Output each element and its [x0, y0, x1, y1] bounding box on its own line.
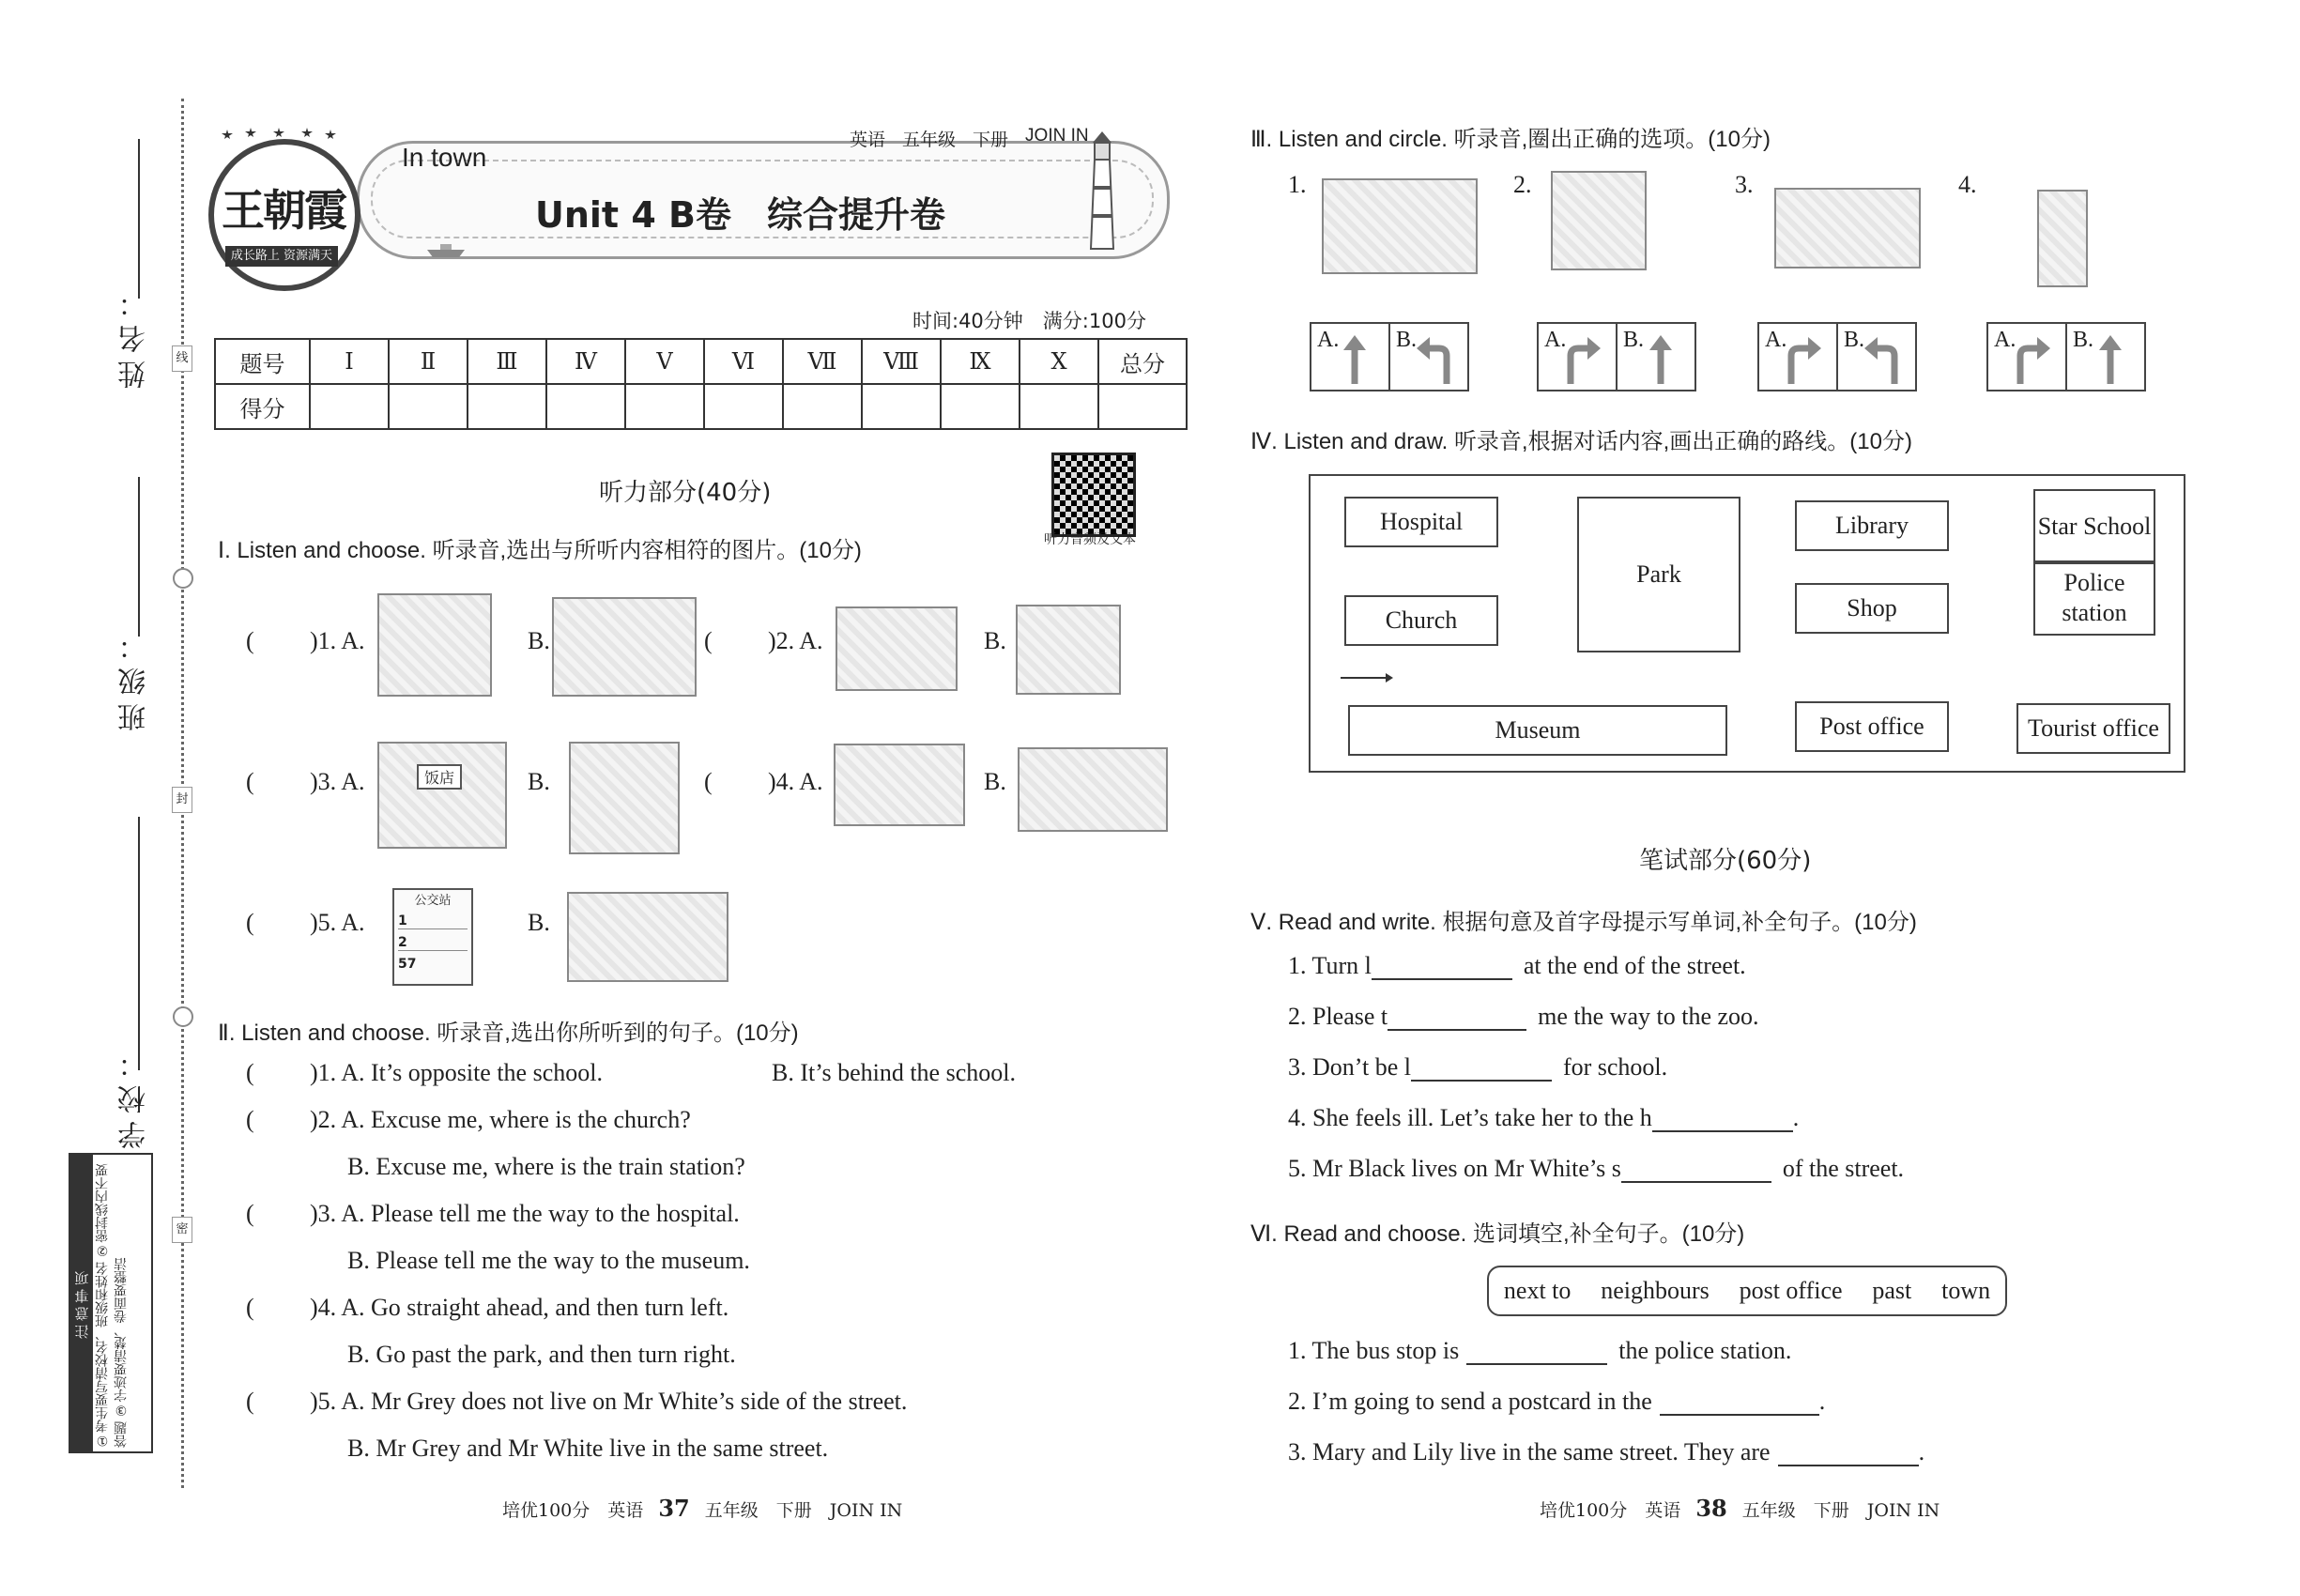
q6-item2-after: . [1818, 1388, 1826, 1415]
meta-series: JOIN IN [1025, 126, 1089, 146]
score-header-cell: Ⅹ [1020, 339, 1098, 384]
school-field[interactable] [138, 817, 140, 1070]
exam-notes [69, 1153, 153, 1453]
score-header-cell: Ⅰ [310, 339, 389, 384]
q3-option-4a[interactable] [1988, 324, 2067, 390]
q6-item3-before: 3. Mary and Lily live in the same street. They are [1288, 1438, 1771, 1466]
bus-stop-row: 57 [398, 957, 417, 972]
class-label: 班级： [118, 624, 151, 731]
footer-right [1540, 1495, 1940, 1522]
q5-item-5 [1288, 1155, 1904, 1183]
option-label-b: B. [1844, 328, 1865, 352]
q6-item3-blank[interactable] [1778, 1440, 1919, 1466]
q5-item4-before: 4. She feels ill. Let’s take her to the h [1288, 1104, 1652, 1131]
map-church[interactable]: Church [1344, 595, 1498, 646]
q2-item5-paren[interactable]: ( [246, 1388, 254, 1415]
q6-item-1 [1288, 1337, 1791, 1365]
name-label: 姓名： [118, 282, 151, 389]
q2-item5-a: )5. A. Mr Grey does not live on Mr White’s side of the street. [310, 1388, 908, 1415]
class-field[interactable] [138, 477, 140, 637]
q3-option-2b[interactable] [1618, 324, 1694, 390]
unit-theme: In town [402, 143, 487, 172]
word-option[interactable]: past [1872, 1277, 1912, 1304]
score-cell[interactable] [862, 384, 941, 429]
score-cell[interactable] [468, 384, 546, 429]
q1-item4-paren[interactable]: ( [704, 768, 713, 795]
q3-option-3a[interactable] [1759, 324, 1838, 390]
footer-left [502, 1495, 902, 1522]
bus-stop-row: 1 [398, 913, 468, 929]
score-header-cell: Ⅳ [546, 339, 625, 384]
logo-text: 王朝霞 [222, 185, 345, 236]
bus-stop-picture[interactable] [392, 888, 473, 986]
q2-item1-b: B. It’s behind the school. [772, 1059, 1016, 1086]
page-number-left: 37 [658, 1495, 690, 1522]
word-option[interactable]: post office [1739, 1277, 1843, 1304]
q5-item2-after: me the way to the zoo. [1538, 1003, 1759, 1030]
q2-item3-paren[interactable]: ( [246, 1200, 254, 1227]
restaurant-picture[interactable] [377, 742, 507, 849]
police-station-picture[interactable] [1018, 747, 1168, 832]
listening-section-title: 听力部分(40分) [599, 479, 772, 507]
arrow-turn-right-icon [2013, 333, 2060, 386]
arrow-turn-right-icon [1784, 333, 1831, 386]
binding-hole-icon [173, 1006, 193, 1027]
arrow-turn-left-icon [1415, 333, 1462, 386]
q2-item1-paren[interactable]: ( [246, 1059, 254, 1086]
lighthouse-icon [1085, 131, 1119, 253]
museum-picture[interactable] [1774, 188, 1921, 269]
post-office-picture[interactable] [569, 742, 680, 854]
q6-item3-after: . [1918, 1438, 1925, 1466]
score-header-cell: 题号 [215, 339, 310, 384]
score-cell[interactable] [941, 384, 1020, 429]
score-header-cell: 总分 [1098, 339, 1187, 384]
q5-item1-after: at the end of the street. [1523, 952, 1746, 979]
q1-item1-paren[interactable]: ( [246, 627, 254, 654]
meta-volume: 下册 [973, 130, 1009, 150]
map-library[interactable]: Library [1795, 500, 1949, 551]
option-label-b: B. [2073, 328, 2094, 352]
q4-title: Ⅳ. Listen and draw. 听录音,根据对话内容,画出正确的路线。(10分) [1250, 429, 1912, 454]
option-label-a: A. [1317, 328, 1340, 352]
q5-item1-before: 1. Turn l [1288, 952, 1372, 979]
q3-num-4: 4. [1958, 171, 1977, 198]
q3-num-1: 1. [1288, 171, 1307, 198]
q1-item2-b: B. [984, 627, 1006, 654]
q2-item4-paren[interactable]: ( [246, 1294, 254, 1321]
phone-booth-picture[interactable] [2037, 190, 2088, 287]
page-title: Unit 4 B卷 综合提升卷 [535, 194, 945, 236]
q5-item5-before: 5. Mr Black lives on Mr White’s s [1288, 1155, 1621, 1182]
q3-arrow-box-4 [1986, 322, 2146, 391]
q6-item-2 [1288, 1388, 1825, 1416]
q6-title: Ⅵ. Read and choose. 选词填空,补全句子。(10分) [1250, 1221, 1745, 1247]
q3-option-2a[interactable] [1539, 324, 1618, 390]
meta-grade: 五年级 [902, 130, 957, 150]
logo-ribbon: 成长路上 资源满天 [225, 246, 338, 267]
score-cell[interactable] [1020, 384, 1098, 429]
q2-item2-paren[interactable]: ( [246, 1106, 254, 1133]
q5-item5-blank[interactable] [1621, 1157, 1771, 1183]
q1-item5-b: B. [528, 909, 550, 936]
q5-item2-blank[interactable] [1388, 1005, 1526, 1031]
street-building-picture[interactable] [1016, 605, 1121, 695]
time-info: 时间:40分钟 满分:100分 [912, 310, 1146, 332]
q6-item2-before: 2. I’m going to send a postcard in the [1288, 1388, 1652, 1415]
q1-item3-b: B. [528, 768, 550, 795]
map-hospital[interactable]: Hospital [1344, 497, 1498, 547]
q1-item3-label: )3. A. [310, 768, 365, 795]
score-cell[interactable] [625, 384, 704, 429]
q3-option-1b[interactable] [1390, 324, 1467, 390]
q3-option-1a[interactable] [1311, 324, 1390, 390]
arrow-turn-left-icon [1863, 333, 1909, 386]
q3-arrow-box-3 [1757, 322, 1917, 391]
q6-item1-blank[interactable] [1466, 1339, 1607, 1365]
map-post-office[interactable]: Post office [1795, 701, 1949, 752]
word-option[interactable]: town [1941, 1277, 1991, 1304]
q5-item4-blank[interactable] [1652, 1106, 1793, 1132]
q1-item1-b: B. [528, 627, 550, 654]
q2-item5-b: B. Mr Grey and Mr White live in the same street. [347, 1435, 829, 1462]
score-cell[interactable] [704, 384, 783, 429]
score-header-cell: Ⅵ [704, 339, 783, 384]
ship-icon [427, 242, 465, 257]
restaurant-sign: 饭店 [417, 764, 462, 790]
arrow-up-icon [1336, 333, 1383, 386]
q1-item3-paren[interactable]: ( [246, 768, 254, 795]
q5-item2-before: 2. Please t [1288, 1003, 1388, 1030]
footer-right-prefix: 培优100分 英语 [1540, 1500, 1681, 1521]
word-bank [1487, 1266, 2007, 1316]
writing-section-title: 笔试部分(60分) [1639, 847, 1812, 875]
binding-hole-icon [173, 568, 193, 589]
school-label: 学校： [118, 1042, 151, 1149]
q1-item4-b: B. [984, 768, 1006, 795]
score-table-score-row [215, 384, 1187, 429]
map-shop[interactable]: Shop [1795, 583, 1949, 634]
score-header-cell: Ⅱ [389, 339, 468, 384]
hospital-picture[interactable] [834, 744, 965, 826]
arrow-up-icon [2092, 333, 2139, 386]
score-header-cell: Ⅸ [941, 339, 1020, 384]
q2-item2-b: B. Excuse me, where is the train station? [347, 1153, 745, 1180]
q3-option-3b[interactable] [1838, 324, 1915, 390]
q6-item1-after: the police station. [1618, 1337, 1792, 1364]
q5-item3-after: for school. [1562, 1053, 1668, 1081]
score-table-header-row [215, 339, 1187, 384]
q3-arrow-box-2 [1537, 322, 1696, 391]
footer-left-prefix: 培优100分 英语 [502, 1500, 644, 1521]
word-option[interactable]: next to [1503, 1277, 1572, 1304]
score-cell[interactable] [389, 384, 468, 429]
score-cell[interactable] [1098, 384, 1187, 429]
map-police-station[interactable]: Police station [2033, 560, 2155, 636]
q3-num-3: 3. [1735, 171, 1754, 198]
book-meta [850, 126, 1089, 151]
q5-item-3 [1288, 1053, 1667, 1082]
score-header-cell: Ⅲ [468, 339, 546, 384]
q5-item-1 [1288, 952, 1746, 980]
score-header-cell: Ⅶ [783, 339, 862, 384]
bus-stop-sign: 公交站 [414, 894, 452, 908]
start-arrow-icon [1341, 671, 1393, 684]
option-label-b: B. [1396, 328, 1418, 352]
q5-item1-blank[interactable] [1372, 954, 1512, 980]
cut-mark-secret: 密 [172, 1217, 192, 1243]
q5-item-4 [1288, 1104, 1799, 1132]
word-option[interactable]: neighbours [1601, 1277, 1710, 1304]
q2-title: Ⅱ. Listen and choose. 听录音,选出你所听到的句子。(10分) [218, 1021, 799, 1046]
town-map[interactable] [1309, 474, 2185, 773]
footer-right-suffix: 五年级 下册 JOIN IN [1741, 1500, 1940, 1521]
cut-mark-seal: 封 [172, 787, 192, 813]
logo-stars-icon [218, 128, 340, 146]
q1-item1-label: )1. A. [310, 627, 365, 654]
exam-notes-text: ①考生要写清校名、班级和姓名 ②密封线内不要答题 ③字迹要清楚、卷面要整洁 [95, 1163, 129, 1448]
q5-item4-after: . [1792, 1104, 1800, 1131]
q5-item3-before: 3. Don’t be l [1288, 1053, 1411, 1081]
tree-park-picture[interactable] [377, 593, 492, 697]
q3-arrow-box-1 [1310, 322, 1469, 391]
score-header-cell: Ⅷ [862, 339, 941, 384]
bus-stop-row: 2 [398, 935, 468, 951]
score-row-label: 得分 [215, 384, 310, 429]
q2-item3-a: )3. A. Please tell me the way to the hospital. [310, 1200, 740, 1227]
q1-item4-label: )4. A. [768, 768, 823, 795]
q1-title: Ⅰ. Listen and choose. 听录音,选出与所听内容相符的图片。(10分) [218, 538, 862, 563]
q3-option-4b[interactable] [2067, 324, 2144, 390]
qr-code-icon[interactable] [1051, 453, 1136, 537]
q1-item2-paren[interactable]: ( [704, 627, 713, 654]
q2-item2-a: )2. A. Excuse me, where is the church? [310, 1106, 691, 1133]
map-star-school[interactable]: Star School [2033, 489, 2155, 564]
score-cell[interactable] [546, 384, 625, 429]
q6-item-3 [1288, 1438, 1924, 1466]
map-park[interactable]: Park [1577, 497, 1740, 652]
option-label-a: A. [1765, 328, 1787, 352]
option-label-a: A. [1544, 328, 1567, 352]
train-station-picture[interactable] [836, 606, 958, 691]
q1-item5-label: )5. A. [310, 909, 365, 936]
post-office-picture[interactable] [1551, 171, 1647, 270]
museum-picture[interactable] [567, 892, 728, 982]
score-header-cell: Ⅴ [625, 339, 704, 384]
cut-mark-line: 线 [172, 345, 192, 372]
option-label-b: B. [1623, 328, 1645, 352]
name-field[interactable] [138, 139, 140, 299]
page-number-right: 38 [1695, 1495, 1727, 1522]
q3-title: Ⅲ. Listen and circle. 听录音,圈出正确的选项。(10分) [1250, 127, 1771, 152]
q2-item1-a: )1. A. It’s opposite the school. [310, 1059, 603, 1086]
q2-item4-a: )4. A. Go straight ahead, and then turn left. [310, 1294, 729, 1321]
q6-item2-blank[interactable] [1660, 1389, 1819, 1416]
q2-item3-b: B. Please tell me the way to the museum. [347, 1247, 750, 1274]
q6-item1-before: 1. The bus stop is [1288, 1337, 1460, 1364]
q1-item5-paren[interactable]: ( [246, 909, 254, 936]
q2-item4-b: B. Go past the park, and then turn right. [347, 1341, 736, 1368]
police-station-picture[interactable] [1322, 178, 1478, 274]
footer-left-suffix: 五年级 下册 JOIN IN [704, 1500, 903, 1521]
meta-subject: 英语 [850, 130, 886, 150]
option-label-a: A. [1994, 328, 2016, 352]
q1-item2-label: )2. A. [768, 627, 823, 654]
garden-picture[interactable] [552, 597, 697, 697]
exam-notes-title: 注意事项 [70, 1155, 93, 1451]
arrow-up-icon [1642, 333, 1689, 386]
q3-num-2: 2. [1513, 171, 1532, 198]
q5-item3-blank[interactable] [1411, 1055, 1552, 1082]
qr-caption: 听力音频及文本 [1044, 532, 1136, 547]
score-cell[interactable] [310, 384, 389, 429]
score-cell[interactable] [783, 384, 862, 429]
score-table [214, 338, 1188, 430]
q5-title: Ⅴ. Read and write. 根据句意及首字母提示写单词,补全句子。(10分) [1250, 910, 1917, 935]
arrow-turn-right-icon [1563, 333, 1610, 386]
q5-item5-after: of the street. [1782, 1155, 1905, 1182]
q5-item-2 [1288, 1003, 1759, 1031]
map-museum[interactable]: Museum [1348, 705, 1727, 756]
map-tourist-office[interactable]: Tourist office [2016, 703, 2170, 754]
